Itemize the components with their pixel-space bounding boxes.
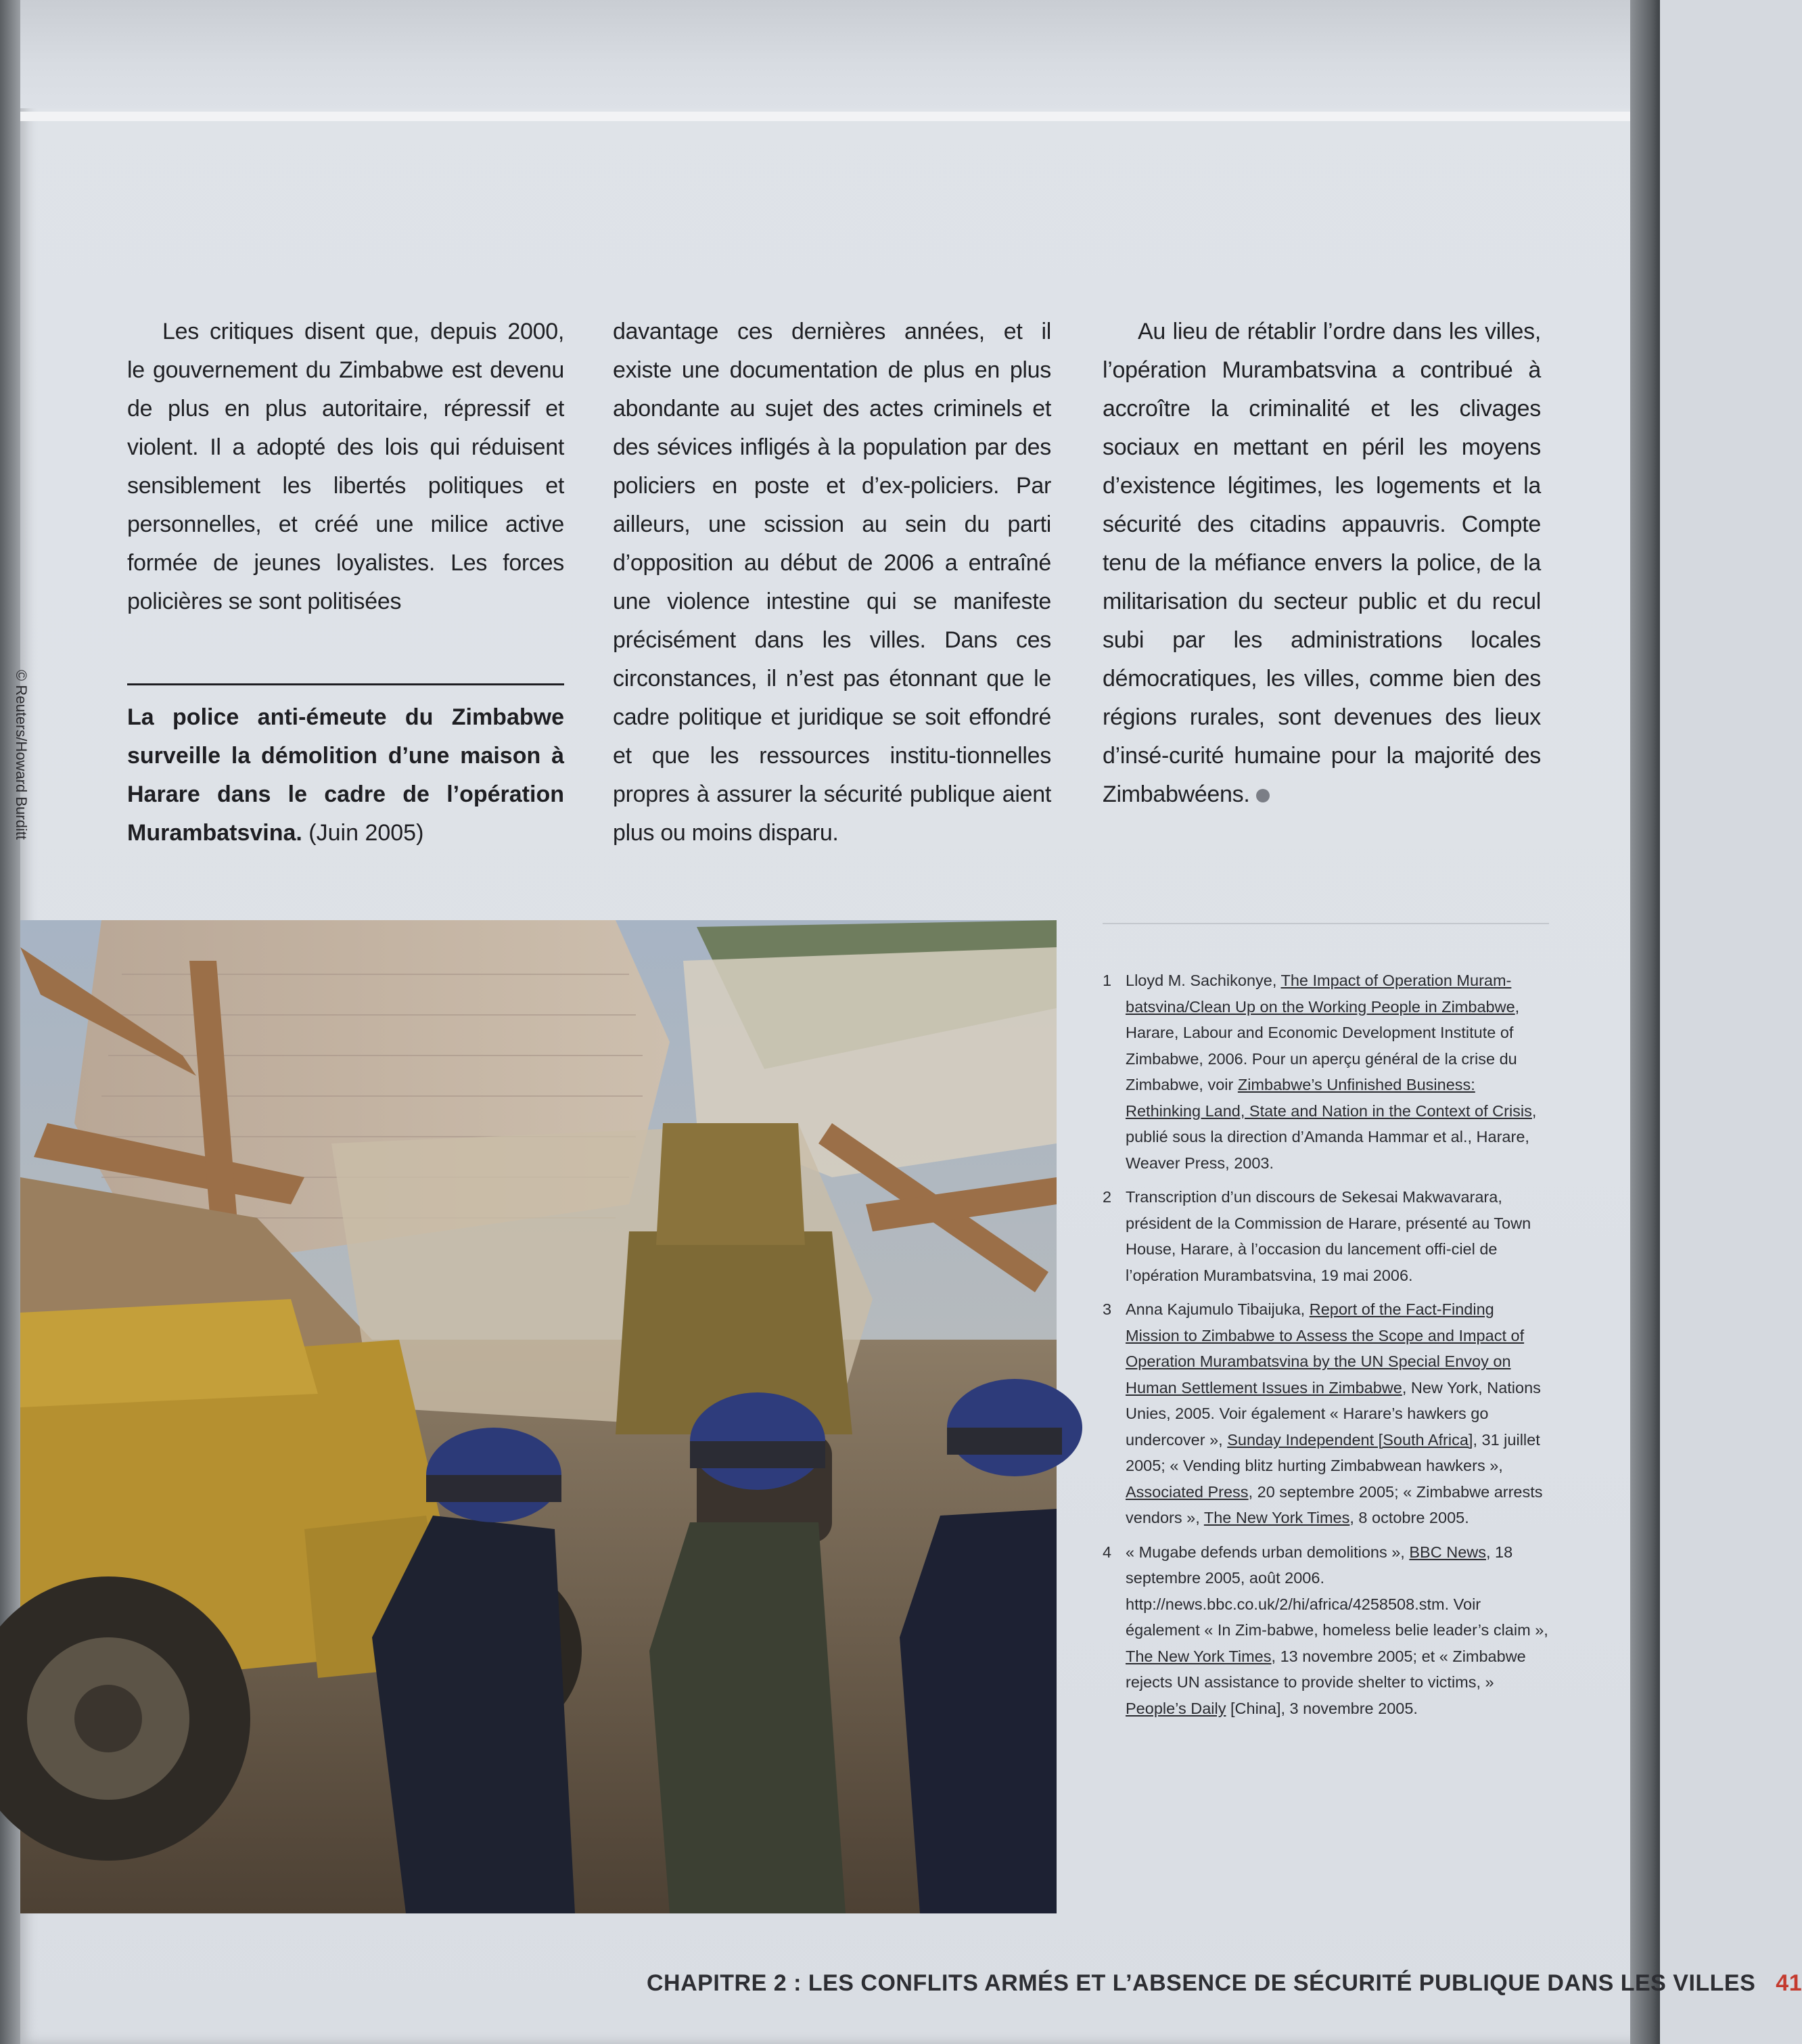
footnote-segment: , 31 juillet 2005; « Vending blitz hurting Zimbabwean hawkers », bbox=[1126, 1430, 1540, 1474]
footnote-text bbox=[1126, 1184, 1549, 1288]
footnote-segment: , 20 septembre 2005; « Zimbabwe arrests vendors », bbox=[1126, 1482, 1543, 1526]
footnote-reference-title: The Impact of Operation Muram-batsvina/Clean Up on the Working People in Zimbabwe bbox=[1126, 972, 1515, 1016]
top-band bbox=[20, 0, 1637, 108]
footnote-segment: , 13 novembre 2005; et « Zimbabwe rejects UN assistance to provide shelter to victims, » bbox=[1126, 1647, 1526, 1691]
footnote-segment: , Harare, Labour and Economic Development Institute of Zimbabwe, 2006. Pour un aperçu général de la crise du Zimbabwe, voir bbox=[1126, 997, 1520, 1093]
footnote-reference-title: Report of the Fact-Finding Mission to Zimbabwe to Assess the Scope and Impact of Operation Murambatsvina by the UN Special Envoy on Human Settlement Issues in Zimbabwe bbox=[1126, 1300, 1525, 1396]
footnote bbox=[1103, 1296, 1549, 1531]
footnote-reference-title: The New York Times bbox=[1203, 1509, 1350, 1526]
photo-caption bbox=[127, 698, 564, 853]
footer-title: LES CONFLITS ARMÉS ET L’ABSENCE DE SÉCURITÉ PUBLIQUE DANS LES VILLES bbox=[808, 1970, 1756, 1996]
footnote bbox=[1103, 1539, 1549, 1722]
demolition-photo bbox=[20, 920, 1057, 1913]
footnote-segment: Anna Kajumulo Tibaijuka, bbox=[1126, 1300, 1310, 1318]
footnote-reference-title: Sunday Independent [South Africa] bbox=[1227, 1430, 1473, 1449]
column-3 bbox=[1103, 313, 1541, 814]
footnote-segment: , 8 octobre 2005. bbox=[1349, 1509, 1469, 1526]
page-edge bbox=[1630, 0, 1660, 2044]
footnotes-rule bbox=[1103, 923, 1549, 924]
caption-rule bbox=[127, 683, 564, 685]
footer-chapter: CHAPITRE 2 : bbox=[647, 1970, 808, 1996]
end-bullet-icon bbox=[1256, 789, 1270, 802]
footnote-segment: « Mugabe defends urban demolitions », bbox=[1126, 1543, 1410, 1561]
column-3-text bbox=[1103, 313, 1541, 814]
footnote-segment: , 18 septembre 2005, août 2006. http://news.bbc.co.uk/2/hi/africa/4258508.stm. Voir également « In Zim-babwe, homeless belie leader’s claim », bbox=[1126, 1543, 1548, 1639]
caption-bold: La police anti-émeute du Zimbabwe surveille la démolition d’une maison à Harare dans le cadre de l’opération Murambatsvina. bbox=[127, 704, 564, 846]
column-2-text: davantage ces dernières années, et il existe une documentation de plus en plus abondante au sujet des actes criminels et des sévices infligés à la population par des policiers en poste et d’ex-policiers. Par ailleurs, une scission au sein du parti d’opposition au début de 2006 a entraîné une violence intestine qui se manifeste précisément dans les villes. Dans ces circonstances, il n’est pas étonnant que le cadre politique et juridique se soit effondré et que les ressources institu-tionnelles propres à assurer la sécurité publique aient plus ou moins disparu. bbox=[613, 319, 1051, 846]
column-1 bbox=[127, 313, 564, 621]
footnote-number: 3 bbox=[1103, 1300, 1112, 1318]
footnote-text bbox=[1126, 968, 1549, 1176]
photo-credit: © Reuters/Howard Burditt bbox=[13, 670, 30, 840]
footnotes bbox=[1103, 968, 1549, 1729]
footnote-reference-title: BBC News bbox=[1409, 1543, 1486, 1561]
footnote-segment: Transcription d’un discours de Sekesai Makwavarara, président de la Commission de Harare, présenté au Town House, Harare, à l’occasion du lancement offi-ciel de l’opération Murambatsvina, 19 mai 2006. bbox=[1126, 1188, 1531, 1284]
footnote-number: 1 bbox=[1103, 972, 1112, 989]
photo-illustration bbox=[20, 920, 1057, 1913]
footnote-reference-title: Zimbabwe’s Unfinished Business: Rethinking Land, State and Nation in the Context of Crisis bbox=[1126, 1076, 1532, 1120]
column-1-text: Les critiques disent que, depuis 2000, le gouvernement du Zimbabwe est devenu de plus en plus autoritaire, répressif et violent. Il a adopté des lois qui réduisent sensiblement les libertés politiques et personnelles, et créé une milice active formée de jeunes loyalistes. Les forces policières se sont politisées bbox=[127, 319, 564, 614]
footnote-reference-title: Associated Press bbox=[1126, 1482, 1249, 1501]
caption-date: (Juin 2005) bbox=[302, 820, 424, 846]
page-number: 41 bbox=[1776, 1970, 1802, 1996]
footnote-segment: [China], 3 novembre 2005. bbox=[1226, 1699, 1418, 1717]
footnote-number: 4 bbox=[1103, 1543, 1112, 1561]
footnote bbox=[1103, 968, 1549, 1176]
footnote-reference-title: The New York Times bbox=[1126, 1647, 1272, 1665]
footnote-segment: , publié sous la direction d’Amanda Hammar et al., Harare, Weaver Press, 2003. bbox=[1126, 1102, 1537, 1172]
footnote bbox=[1103, 1184, 1549, 1288]
column-2 bbox=[613, 313, 1051, 853]
column-3-body: Au lieu de rétablir l’ordre dans les villes, l’opération Murambatsvina a contribué à accroître la criminalité et les clivages sociaux en mettant en péril les moyens d’existence légitimes, les logements et la sécurité des citadins appauvris. Compte tenu de la méfiance envers la police, de la militarisation du secteur public et du recul subi par les administrations locales démocratiques, les villes, comme bien des régions rurales, sont devenues des lieux d’insé-curité humaine pour la majorité des Zimbabwéens. bbox=[1103, 319, 1541, 807]
footnote-text bbox=[1126, 1296, 1549, 1531]
footnote-segment: Lloyd M. Sachikonye, bbox=[1126, 972, 1281, 989]
footnote-number: 2 bbox=[1103, 1188, 1112, 1206]
footnote-reference-title: People’s Daily bbox=[1126, 1699, 1226, 1717]
top-rule bbox=[20, 112, 1637, 121]
running-footer bbox=[647, 1970, 1802, 2004]
footnote-segment: , New York, Nations Unies, 2005. Voir également « Harare’s hawkers go undercover », bbox=[1126, 1378, 1541, 1449]
footnote-text bbox=[1126, 1539, 1549, 1722]
